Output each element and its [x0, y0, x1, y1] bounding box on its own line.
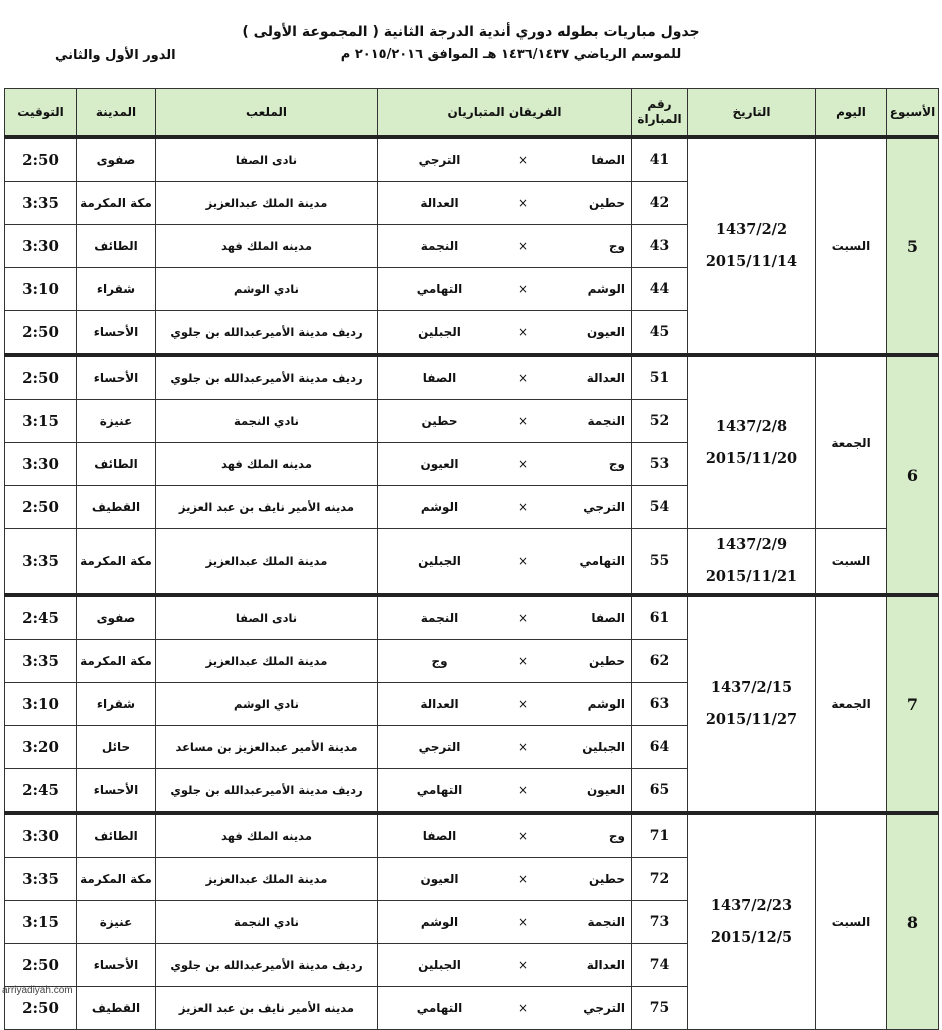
away-team: الصفا	[422, 371, 457, 385]
match-teams	[378, 987, 632, 1030]
versus-symbol: ×	[517, 153, 529, 167]
match-teams	[378, 683, 632, 726]
match-number: 45	[632, 311, 688, 356]
gregorian-date: 2015/11/20	[705, 449, 798, 467]
versus-symbol: ×	[517, 554, 529, 568]
col-week-header: الأسبوع	[887, 89, 939, 138]
away-team: الجبلين	[418, 958, 461, 972]
match-teams	[378, 268, 632, 311]
season-subtitle: للموسم الرياضي ١٤٣٦/١٤٣٧ هـ الموافق ٢٠١٥/٢٠١٦ م	[340, 47, 682, 62]
time-cell: 2:50	[5, 486, 77, 529]
col-day-header: اليوم	[816, 89, 887, 138]
date-cell	[688, 137, 816, 355]
match-teams	[378, 858, 632, 901]
home-team: التهامي	[579, 554, 625, 568]
stadium-cell: مدينة الأمير عبدالعزيز بن مساعد	[156, 726, 378, 769]
home-team: وج	[608, 829, 625, 843]
match-teams	[378, 595, 632, 640]
time-cell: 3:35	[5, 640, 77, 683]
away-team: الترجي	[418, 153, 461, 167]
away-team: العيون	[420, 872, 459, 886]
home-team: الصفا	[591, 611, 625, 625]
away-team: العدالة	[420, 196, 459, 210]
match-teams	[378, 529, 632, 596]
stadium-cell: مدينه الملك فهد	[156, 813, 378, 858]
match-teams	[378, 137, 632, 182]
match-number: 61	[632, 595, 688, 640]
date-cell	[688, 529, 816, 596]
match-teams	[378, 182, 632, 225]
match-teams	[378, 813, 632, 858]
table-row	[5, 137, 939, 182]
city-cell: مكة المكرمة	[77, 529, 156, 596]
table-row	[5, 595, 939, 640]
city-cell: الأحساء	[77, 355, 156, 400]
date-cell	[688, 595, 816, 813]
home-team: العيون	[586, 783, 625, 797]
match-number: 44	[632, 268, 688, 311]
away-team: العيون	[420, 457, 459, 471]
away-team: الجبلين	[418, 554, 461, 568]
stadium-cell: رديف مدينة الأميرعبدالله بن جلوي	[156, 355, 378, 400]
schedule-table	[4, 88, 939, 1030]
match-number: 51	[632, 355, 688, 400]
versus-symbol: ×	[517, 915, 529, 929]
stadium-cell: رديف مدينة الأميرعبدالله بن جلوي	[156, 311, 378, 356]
time-cell: 3:35	[5, 182, 77, 225]
match-number: 64	[632, 726, 688, 769]
city-cell: مكة المكرمة	[77, 858, 156, 901]
home-team: حطين	[588, 872, 625, 886]
stadium-cell: مدينة الملك عبدالعزيز	[156, 640, 378, 683]
stadium-cell: نادي الوشم	[156, 268, 378, 311]
stadium-cell: نادى الصفا	[156, 137, 378, 182]
home-team: وج	[608, 457, 625, 471]
time-cell: 3:35	[5, 858, 77, 901]
date-cell	[688, 813, 816, 1030]
match-teams	[378, 901, 632, 944]
day-cell: السبت	[816, 137, 887, 355]
day-cell: الجمعة	[816, 595, 887, 813]
versus-symbol: ×	[517, 239, 529, 253]
stadium-cell: مدينة الملك عبدالعزيز	[156, 529, 378, 596]
versus-symbol: ×	[517, 196, 529, 210]
stadium-cell: مدينة الملك عبدالعزيز	[156, 858, 378, 901]
col-teams-header: الفريقان المتباريان	[378, 89, 632, 138]
away-team: العدالة	[420, 697, 459, 711]
watermark: arriyadiyah.com	[2, 985, 73, 996]
match-teams	[378, 355, 632, 400]
time-cell: 3:30	[5, 443, 77, 486]
time-cell: 3:15	[5, 901, 77, 944]
time-cell: 2:50	[5, 355, 77, 400]
city-cell: حائل	[77, 726, 156, 769]
gregorian-date: 2015/11/14	[705, 253, 798, 270]
city-cell: مكة المكرمة	[77, 182, 156, 225]
match-number: 62	[632, 640, 688, 683]
versus-symbol: ×	[517, 414, 529, 428]
match-number: 55	[632, 529, 688, 596]
match-number: 75	[632, 987, 688, 1030]
page-title: جدول مباريات بطوله دوري أندية الدرجة الثانية ( المجموعة الأولى )	[242, 24, 700, 40]
home-team: النجمة	[587, 414, 625, 428]
header-row	[5, 89, 939, 138]
col-match-no-header: رقم المباراة	[632, 89, 688, 138]
time-cell: 3:10	[5, 683, 77, 726]
stadium-cell: مدينه الملك فهد	[156, 443, 378, 486]
table-row	[5, 355, 939, 400]
day-cell: السبت	[816, 529, 887, 596]
match-teams	[378, 400, 632, 443]
home-team: الوشم	[587, 697, 625, 711]
stadium-cell: رديف مدينة الأميرعبدالله بن جلوي	[156, 769, 378, 814]
city-cell: القطيف	[77, 486, 156, 529]
round-label: الدور الأول والثاني	[55, 48, 176, 63]
time-cell: 3:30	[5, 225, 77, 268]
table-row	[5, 529, 939, 596]
match-number: 71	[632, 813, 688, 858]
time-cell: 2:45	[5, 595, 77, 640]
match-teams	[378, 225, 632, 268]
home-team: العدالة	[586, 371, 625, 385]
city-cell: عنيزة	[77, 901, 156, 944]
gregorian-date: 2015/11/27	[705, 711, 798, 728]
home-team: النجمة	[587, 915, 625, 929]
versus-symbol: ×	[517, 611, 529, 625]
time-cell: 3:30	[5, 813, 77, 858]
city-cell: الأحساء	[77, 944, 156, 987]
home-team: الوشم	[587, 282, 625, 296]
stadium-cell: مدينه الملك فهد	[156, 225, 378, 268]
away-team: وج	[431, 654, 448, 668]
away-team: الوشم	[420, 915, 459, 929]
stadium-cell: نادي الوشم	[156, 683, 378, 726]
home-team: حطين	[588, 196, 625, 210]
stadium-cell: نادي النجمة	[156, 400, 378, 443]
versus-symbol: ×	[517, 872, 529, 886]
match-teams	[378, 311, 632, 356]
city-cell: الطائف	[77, 813, 156, 858]
away-team: النجمة	[420, 239, 459, 253]
match-teams	[378, 486, 632, 529]
match-number: 42	[632, 182, 688, 225]
stadium-cell: رديف مدينة الأميرعبدالله بن جلوي	[156, 944, 378, 987]
time-cell: 2:50	[5, 137, 77, 182]
week-number: 7	[887, 595, 939, 813]
time-cell: 2:50	[5, 987, 77, 1030]
table-row	[5, 813, 939, 858]
match-number: 74	[632, 944, 688, 987]
city-cell: عنيزة	[77, 400, 156, 443]
away-team: التهامي	[416, 1001, 463, 1015]
city-cell: الطائف	[77, 443, 156, 486]
versus-symbol: ×	[517, 325, 529, 339]
match-number: 54	[632, 486, 688, 529]
home-team: الترجي	[583, 500, 625, 514]
versus-symbol: ×	[517, 783, 529, 797]
week-number: 5	[887, 137, 939, 355]
time-cell: 3:35	[5, 529, 77, 596]
stadium-cell: مدينه الأمير نايف بن عبد العزيز	[156, 486, 378, 529]
hijri-date: 1437/2/15	[710, 679, 793, 696]
city-cell: القطيف	[77, 987, 156, 1030]
match-teams	[378, 443, 632, 486]
hijri-date: 1437/2/23	[710, 897, 793, 914]
hijri-date: 1437/2/8	[715, 417, 788, 435]
week-number: 6	[887, 355, 939, 595]
match-number: 65	[632, 769, 688, 814]
away-team: الوشم	[420, 500, 459, 514]
stadium-cell: نادي النجمة	[156, 901, 378, 944]
match-number: 43	[632, 225, 688, 268]
city-cell: مكة المكرمة	[77, 640, 156, 683]
match-number: 41	[632, 137, 688, 182]
week-number: 8	[887, 813, 939, 1030]
versus-symbol: ×	[517, 829, 529, 843]
city-cell: صفوى	[77, 595, 156, 640]
versus-symbol: ×	[517, 282, 529, 296]
versus-symbol: ×	[517, 958, 529, 972]
versus-symbol: ×	[517, 457, 529, 471]
home-team: حطين	[588, 654, 625, 668]
home-team: وج	[608, 239, 625, 253]
time-cell: 3:10	[5, 268, 77, 311]
home-team: الجبلين	[582, 740, 625, 754]
stadium-cell: مدينه الأمير نايف بن عبد العزيز	[156, 987, 378, 1030]
hijri-date: 1437/2/9	[715, 536, 788, 553]
city-cell: الأحساء	[77, 311, 156, 356]
city-cell: صفوى	[77, 137, 156, 182]
match-number: 63	[632, 683, 688, 726]
time-cell: 2:50	[5, 944, 77, 987]
schedule-body	[5, 137, 939, 1030]
match-number: 73	[632, 901, 688, 944]
stadium-cell: نادى الصفا	[156, 595, 378, 640]
time-cell: 2:50	[5, 311, 77, 356]
city-cell: الطائف	[77, 225, 156, 268]
col-date-header: التاريخ	[688, 89, 816, 138]
away-team: الجبلين	[418, 325, 461, 339]
versus-symbol: ×	[517, 697, 529, 711]
match-teams	[378, 726, 632, 769]
home-team: الترجي	[583, 1001, 625, 1015]
match-number: 53	[632, 443, 688, 486]
away-team: التهامي	[416, 282, 463, 296]
stadium-cell: مدينة الملك عبدالعزيز	[156, 182, 378, 225]
col-time-header: التوقيت	[5, 89, 77, 138]
versus-symbol: ×	[517, 740, 529, 754]
city-cell: شقراء	[77, 268, 156, 311]
away-team: الصفا	[422, 829, 457, 843]
col-stadium-header: الملعب	[156, 89, 378, 138]
versus-symbol: ×	[517, 371, 529, 385]
versus-symbol: ×	[517, 1001, 529, 1015]
away-team: النجمة	[420, 611, 459, 625]
date-cell	[688, 355, 816, 529]
versus-symbol: ×	[517, 654, 529, 668]
away-team: التهامي	[416, 783, 463, 797]
city-cell: الأحساء	[77, 769, 156, 814]
match-teams	[378, 769, 632, 814]
home-team: العدالة	[586, 958, 625, 972]
away-team: الترجي	[418, 740, 461, 754]
time-cell: 2:45	[5, 769, 77, 814]
match-teams	[378, 640, 632, 683]
hijri-date: 1437/2/2	[715, 221, 788, 238]
time-cell: 3:15	[5, 400, 77, 443]
col-city-header: المدينة	[77, 89, 156, 138]
day-cell: السبت	[816, 813, 887, 1030]
home-team: الصفا	[591, 153, 625, 167]
day-cell: الجمعة	[816, 355, 887, 529]
match-number: 52	[632, 400, 688, 443]
time-cell: 3:20	[5, 726, 77, 769]
versus-symbol: ×	[517, 500, 529, 514]
match-teams	[378, 944, 632, 987]
away-team: حطين	[421, 414, 458, 428]
home-team: العيون	[586, 325, 625, 339]
match-number: 72	[632, 858, 688, 901]
city-cell: شقراء	[77, 683, 156, 726]
gregorian-date: 2015/11/21	[705, 568, 798, 585]
gregorian-date: 2015/12/5	[710, 929, 793, 946]
